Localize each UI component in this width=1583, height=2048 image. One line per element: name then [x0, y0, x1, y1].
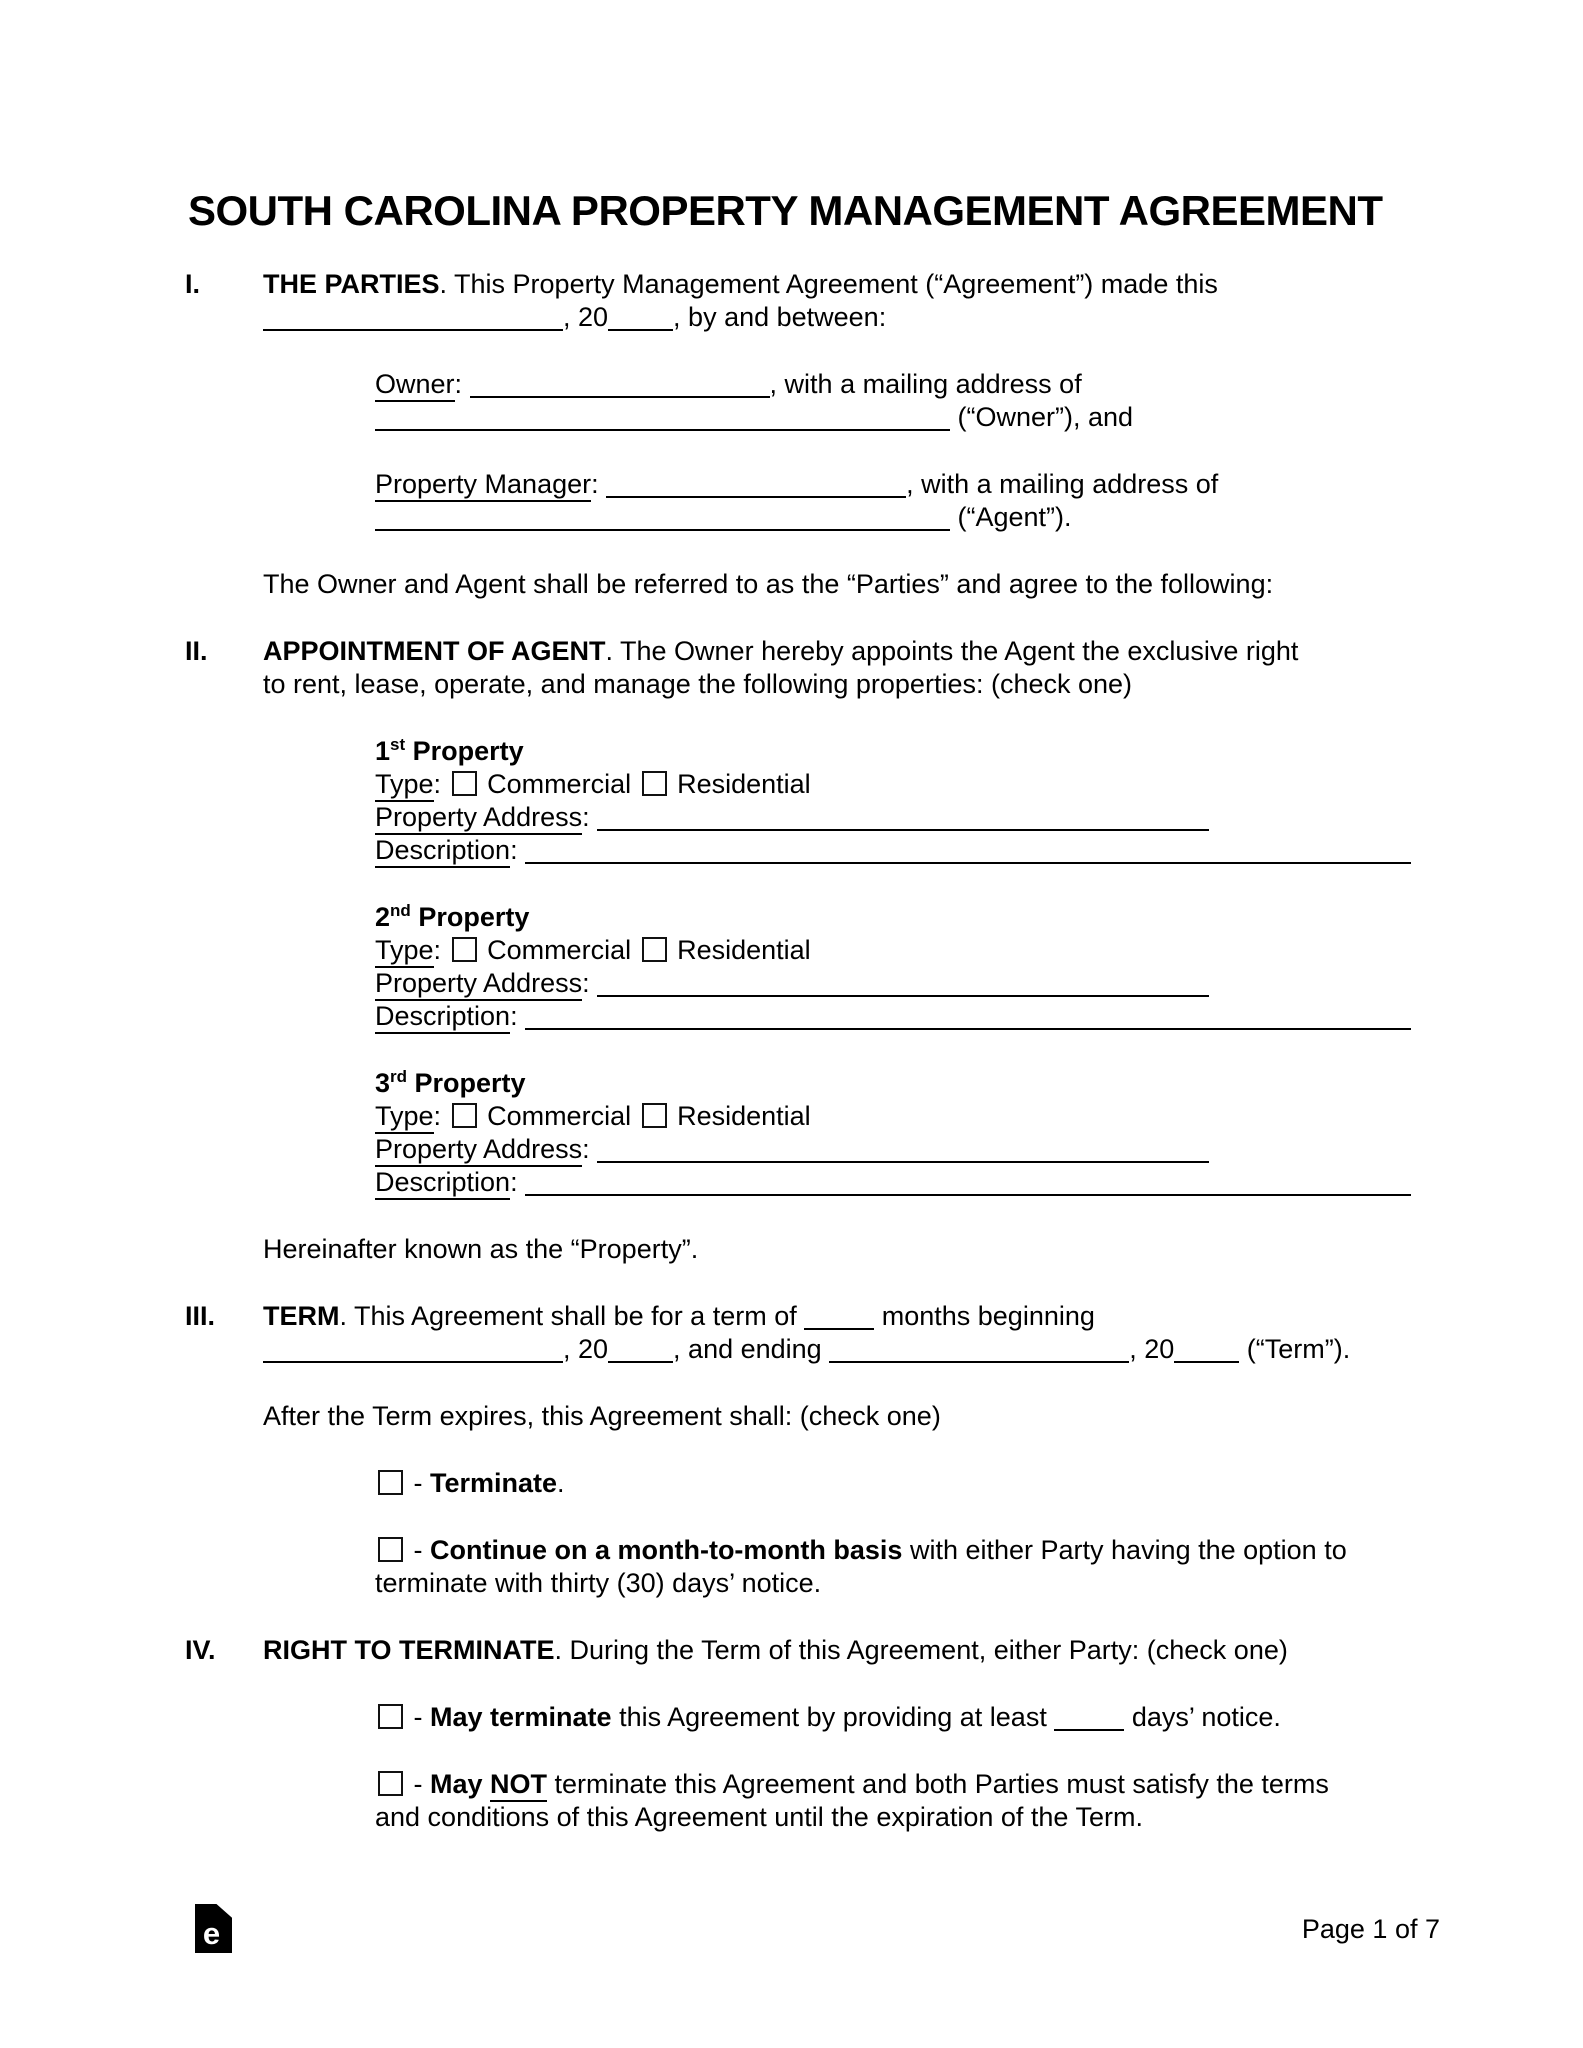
text-run: Description [375, 1001, 510, 1034]
blank-field[interactable] [525, 862, 1411, 864]
blank-field[interactable] [525, 1194, 1411, 1196]
text-run: - [406, 1702, 430, 1732]
property-3-block [375, 1067, 1455, 1199]
blank-field[interactable] [375, 429, 950, 431]
text-run: . [557, 1468, 565, 1498]
text-run: Owner [375, 369, 455, 402]
text-run: The Owner and Agent shall be referred to as the “Parties” and agree to the following: [263, 569, 1274, 599]
text-run: Property [410, 902, 530, 932]
text-run: , with a mailing address of [906, 469, 1219, 499]
section-i-the-parties-number: I. [185, 269, 201, 299]
checkbox[interactable] [452, 771, 477, 796]
text-run: Type [375, 935, 434, 968]
text-run: THE PARTIES [263, 269, 440, 299]
text-run: : [591, 469, 607, 499]
blank-field[interactable] [375, 529, 950, 531]
text-run: months beginning [874, 1301, 1095, 1331]
text-run: 2 [375, 902, 391, 932]
section-ii-appointment-of-agent [185, 635, 1455, 701]
text-run: : [433, 1101, 449, 1131]
checkbox[interactable] [378, 1470, 403, 1495]
text-run: Commercial [479, 935, 639, 965]
section-iii-term-number: III. [185, 1301, 216, 1331]
section-ii-appointment-of-agent-number: II. [185, 636, 208, 666]
property-1-block [375, 735, 1455, 867]
text-run: . The Owner hereby appoints the Agent the exclusive right [605, 636, 1299, 666]
checkbox[interactable] [378, 1537, 403, 1562]
checkbox[interactable] [452, 937, 477, 962]
text-run: terminate this Agreement and both Parties must satisfy the terms [547, 1769, 1329, 1799]
blank-field[interactable] [608, 1361, 673, 1363]
text-run: Residential [669, 769, 811, 799]
text-run: : [510, 1167, 526, 1197]
text-run: , and ending [673, 1334, 830, 1364]
text-run: : [582, 1134, 598, 1164]
checkbox[interactable] [642, 1103, 667, 1128]
text-run: , 20 [563, 1334, 609, 1364]
text-run: NOT [490, 1769, 547, 1802]
text-run: : [454, 369, 470, 399]
text-run: Commercial [479, 769, 639, 799]
text-run: 1 [375, 736, 391, 766]
blank-field[interactable] [804, 1328, 874, 1330]
parties-reference-clause [263, 568, 1455, 601]
text-run: Hereinafter known as the “Property”. [263, 1234, 699, 1264]
text-run: Continue on a month-to-month basis [430, 1535, 903, 1565]
blank-field[interactable] [829, 1361, 1129, 1363]
text-run: : [582, 968, 598, 998]
text-run: Description [375, 1167, 510, 1200]
text-run: rd [390, 1067, 408, 1086]
blank-field[interactable] [608, 329, 673, 331]
blank-field[interactable] [597, 1161, 1209, 1163]
text-run: (“Owner”), and [950, 402, 1134, 432]
text-run: - [406, 1769, 430, 1799]
owner-clause [375, 368, 1455, 434]
text-run: Residential [669, 935, 811, 965]
text-run: days’ notice. [1124, 1702, 1281, 1732]
checkbox[interactable] [452, 1103, 477, 1128]
eforms-logo-icon [195, 1904, 232, 1953]
text-run: , by and between: [673, 302, 887, 332]
text-run: Property [405, 736, 524, 766]
text-run: Type [375, 769, 434, 802]
blank-field[interactable] [263, 1361, 563, 1363]
section-iv-right-to-terminate [185, 1634, 1455, 1667]
section-iii-term [185, 1300, 1455, 1366]
document-title: SOUTH CAROLINA PROPERTY MANAGEMENT AGREEMENT [188, 187, 1383, 234]
text-run: Property Manager [375, 469, 591, 502]
option-may-not-terminate [375, 1768, 1455, 1834]
text-run: : [510, 1001, 526, 1031]
text-run: (“Agent”). [950, 502, 1072, 532]
checkbox[interactable] [378, 1704, 403, 1729]
blank-field[interactable] [525, 1028, 1411, 1030]
text-run: APPOINTMENT OF AGENT [263, 636, 606, 666]
text-run: : [582, 802, 598, 832]
text-run: Commercial [479, 1101, 639, 1131]
text-run: , 20 [1129, 1334, 1175, 1364]
section-i-the-parties [185, 268, 1455, 334]
after-term-clause [263, 1400, 1455, 1433]
blank-field[interactable] [597, 829, 1209, 831]
text-run: May [430, 1769, 491, 1799]
blank-field[interactable] [470, 396, 770, 398]
text-run: nd [390, 901, 411, 920]
section-iv-right-to-terminate-number: IV. [185, 1635, 216, 1665]
text-run: RIGHT TO TERMINATE [263, 1635, 555, 1665]
option-continue-month-to-month [375, 1534, 1455, 1600]
text-run: 3 [375, 1068, 391, 1098]
text-run: : [433, 935, 449, 965]
text-run: : [510, 835, 526, 865]
blank-field[interactable] [1174, 1361, 1239, 1363]
text-run: Description [375, 835, 510, 868]
text-run: terminate with thirty (30) days’ notice. [375, 1568, 822, 1598]
text-run: (“Term”). [1239, 1334, 1351, 1364]
text-run: . During the Term of this Agreement, either Party: (check one) [554, 1635, 1288, 1665]
text-run: Terminate [430, 1468, 558, 1498]
text-run: Property Address [375, 1134, 582, 1167]
blank-field[interactable] [263, 329, 563, 331]
text-run: Property [407, 1068, 526, 1098]
text-run: - [406, 1535, 430, 1565]
text-run: . This Agreement shall be for a term of [339, 1301, 805, 1331]
text-run: , with a mailing address of [769, 369, 1082, 399]
text-run: and conditions of this Agreement until the expiration of the Term. [375, 1802, 1143, 1832]
checkbox[interactable] [642, 937, 667, 962]
blank-field[interactable] [606, 496, 906, 498]
option-may-terminate [375, 1701, 1455, 1734]
logo-letter: e [202, 1916, 221, 1951]
text-run: . This Property Management Agreement (“Agreement”) made this [439, 269, 1218, 299]
hereinafter-clause [263, 1233, 1455, 1266]
text-run: : [433, 769, 449, 799]
blank-field[interactable] [597, 995, 1209, 997]
text-run: to rent, lease, operate, and manage the following properties: (check one) [263, 669, 1133, 699]
text-run: Property Address [375, 968, 582, 1001]
text-run: May terminate [430, 1702, 612, 1732]
text-run: this Agreement by providing at least [611, 1702, 1055, 1732]
text-run: with either Party having the option to [902, 1535, 1347, 1565]
property-manager-clause [375, 468, 1455, 534]
text-run: st [390, 735, 406, 754]
text-run: Residential [669, 1101, 811, 1131]
checkbox[interactable] [378, 1771, 403, 1796]
option-terminate [375, 1467, 1455, 1500]
text-run: Type [375, 1101, 434, 1134]
text-run: TERM [263, 1301, 340, 1331]
document-body [185, 268, 1455, 1834]
blank-field[interactable] [1054, 1729, 1124, 1731]
text-run: , 20 [563, 302, 609, 332]
property-2-block [375, 901, 1455, 1033]
page-number: Page 1 of 7 [1301, 1914, 1440, 1944]
text-run: Property Address [375, 802, 582, 835]
checkbox[interactable] [642, 771, 667, 796]
text-run: After the Term expires, this Agreement shall: (check one) [263, 1401, 941, 1431]
text-run: - [406, 1468, 430, 1498]
